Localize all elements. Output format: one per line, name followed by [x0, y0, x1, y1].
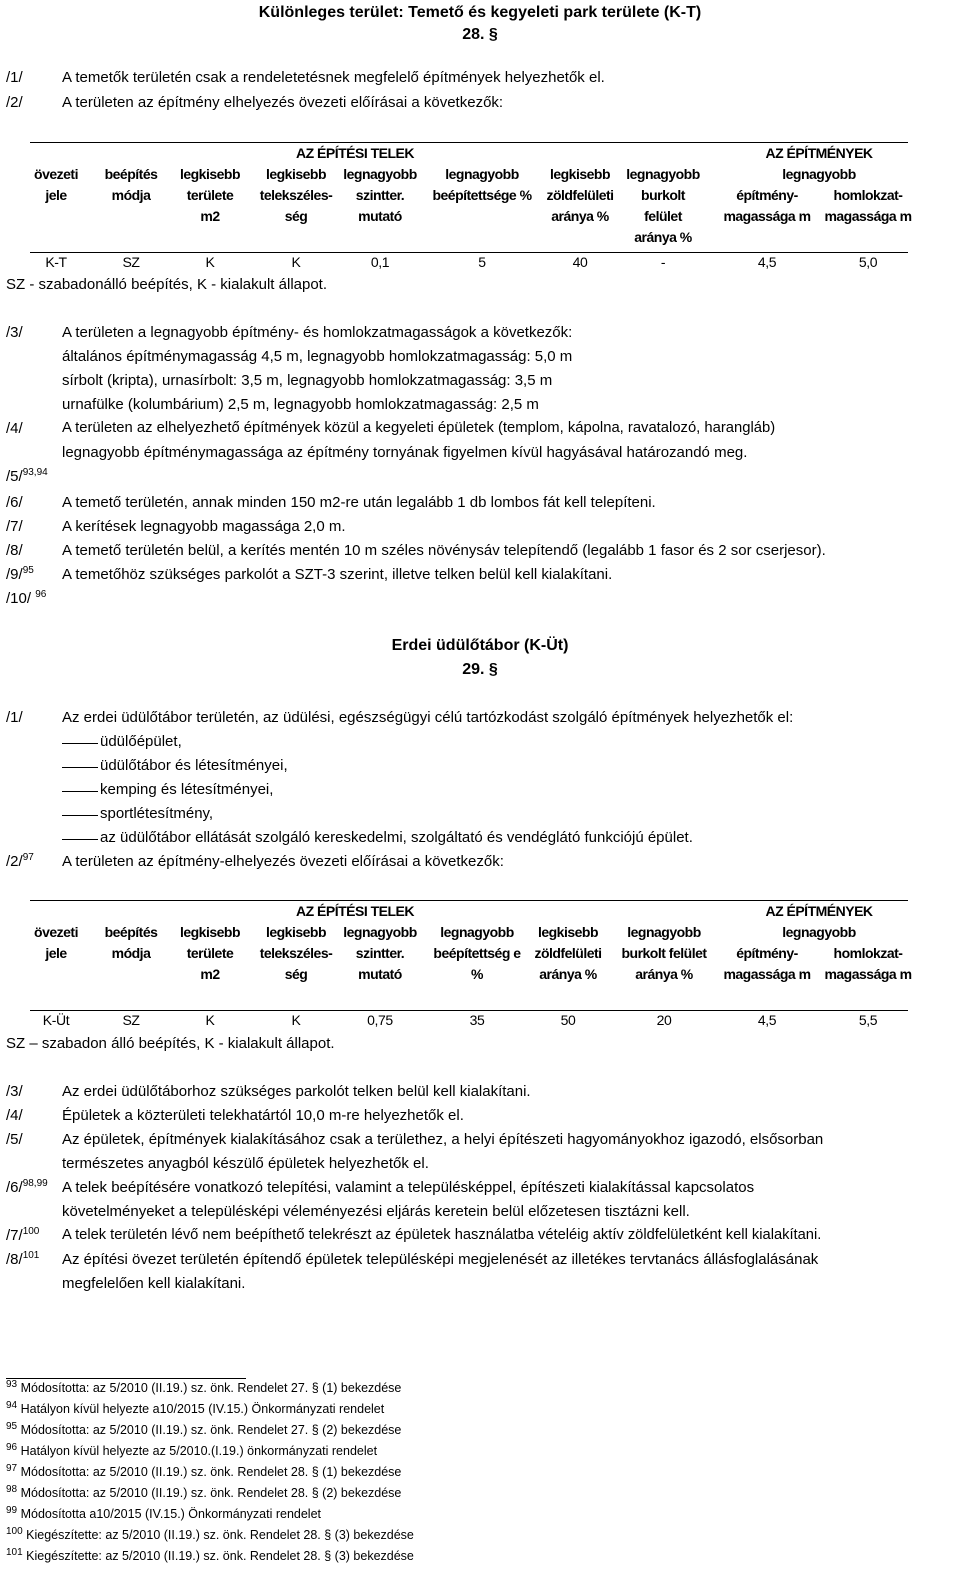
paragraph-number: /5/$^{93,94}$	[6, 467, 48, 485]
table-cell: 20	[656, 1012, 672, 1028]
paragraph-text: Az erdei üdülőtáborhoz szükséges parkolót telken belül kell kialakítani.	[62, 1083, 531, 1100]
col-header-beepites-modja: beépítés módja	[104, 166, 158, 203]
table-cell: 5,5	[858, 1012, 878, 1028]
table-cell: 0,75	[367, 1012, 393, 1028]
paragraph-number: /9/$^{95}$	[6, 565, 34, 583]
paragraph-number: /7/$^{100}$	[6, 1226, 40, 1244]
paragraph-text: A kerítések legnagyobb magassága 2,0 m.	[62, 518, 346, 535]
col-header-legkisebb-terulete: legkisebb területe m2	[179, 166, 241, 224]
col-header-epitmenymagassag: építmény-magassága m	[723, 945, 811, 982]
footnote-ref: 97	[22, 852, 34, 863]
footnote-text: Hatályon kívül helyezte a10/2015 (IV.15.) Önkormányzati rendelet	[17, 1402, 385, 1416]
table-cell: -	[660, 254, 666, 270]
footnote-separator	[6, 1378, 246, 1379]
footnote-number: 98	[6, 1483, 18, 1495]
footnote	[6, 1441, 378, 1458]
table-rule-mid	[30, 1010, 908, 1011]
footnote-number: 95	[6, 1420, 18, 1432]
table-cell: 4,5	[757, 1012, 777, 1028]
table-cell: K-Üt	[42, 1012, 70, 1028]
footnote-text: Módosította a10/2015 (IV.15.) Önkormányzati rendelet	[17, 1507, 322, 1521]
paragraph-number: /2/	[6, 94, 23, 111]
dash-bullet	[62, 791, 98, 792]
paragraph-text: természetes anyagból készülő épületek helyezhetők el.	[62, 1155, 429, 1172]
footnote	[6, 1525, 414, 1542]
list-item: kemping és létesítményei,	[100, 781, 274, 798]
table-cell: 0,1	[370, 254, 390, 270]
paragraph-number: /1/	[6, 709, 23, 726]
table-cell: K	[291, 1012, 301, 1028]
paragraph-number: /8/$^{101}$	[6, 1250, 40, 1268]
paragraph-text: Az építési övezet területén építendő épületek településképi megjelenését az illetékes tervtanács állásfoglalásának	[62, 1251, 819, 1268]
col-header-beepitettseg: legnagyobb beépítettség e %	[433, 924, 521, 982]
col-header-epitmenymagassag: építmény-magassága m	[723, 187, 811, 224]
col-header-szintter-mutato: legnagyobb szintter. mutató	[343, 166, 417, 224]
paragraph-text: A területen a legnagyobb építmény- és homlokzatmagasságok a következők:	[62, 324, 573, 341]
footnote-number: 100	[6, 1525, 23, 1537]
paragraph-number: /10/ $^{96}$	[6, 589, 47, 607]
paragraph-text: A területen az elhelyezhető építmények közül a kegyeleti épületek (templom, kápolna, ravatalozó, harangláb)	[62, 420, 776, 436]
footnote-number: 97	[6, 1462, 18, 1474]
footnote-text: Kiegészítette: az 5/2010 (II.19.) sz. önk. Rendelet 28. § (3) bekezdése	[22, 1528, 414, 1542]
footnote	[6, 1504, 322, 1521]
paragraph-text: általános építménymagasság 4,5 m, legnagyobb homlokzatmagasság: 5,0 m	[62, 348, 573, 365]
paragraph-number: /3/	[6, 1083, 23, 1100]
paragraph-text: Az erdei üdülőtábor területén, az üdülési, egészségügyi célú tartózkodást szolgáló építmények helyezhetők el:	[62, 709, 794, 726]
group-header-telek: AZ ÉPÍTÉSI TELEK	[295, 145, 414, 161]
col-header-ovezeti-jele: övezeti jele	[34, 924, 78, 961]
group-header-epitmenyek: AZ ÉPÍTMÉNYEK	[765, 903, 873, 919]
footnote	[6, 1483, 402, 1500]
footnote	[6, 1378, 402, 1395]
paragraph-text: Épületek a közterületi telekhatártól 10,0 m-re helyezhetők el.	[62, 1107, 464, 1124]
table-cell: SZ	[122, 1012, 140, 1028]
paragraph-text: követelményeket a településképi véleményezési eljárás keretein belül előzetesen tisztázni kell.	[62, 1203, 690, 1220]
col-header-ovezeti-jele: övezeti jele	[34, 166, 78, 203]
col-header-homlokzatmagassag: homlokzat-magassága m	[824, 187, 912, 224]
col-header-legkisebb-terulete: legkisebb területe m2	[179, 924, 241, 982]
footnote-text: Módosította: az 5/2010 (II.19.) sz. önk. Rendelet 27. § (2) bekezdése	[17, 1423, 402, 1437]
paragraph-text: A temető területén belül, a kerítés mentén 10 m széles növénysáv telepítendő (legalább 1 fasor és 2 sor cserjesor).	[62, 542, 826, 559]
paragraph-number: /5/	[6, 1131, 23, 1148]
paragraph-text: A területen az építmény-elhelyezés övezeti előírásai a következők:	[62, 853, 504, 870]
table-cell: K	[205, 254, 215, 270]
footnote-text: Módosította: az 5/2010 (II.19.) sz. önk. Rendelet 28. § (2) bekezdése	[17, 1486, 402, 1500]
paragraph-text: A telek beépítésére vonatkozó telepítési, valamint a településképpel, építészeti kialakítással kapcsolatos	[62, 1179, 755, 1196]
list-item: az üdülőtábor ellátását szolgáló kereskedelmi, szolgáltató és vendéglátó funkciójú épület.	[100, 829, 693, 846]
footnote-ref: 93,94	[22, 467, 48, 478]
footnote-number: 96	[6, 1441, 18, 1453]
footnote-number: 101	[6, 1546, 23, 1558]
paragraph-number: /2/$^{97}$	[6, 852, 34, 870]
table-legend: SZ - szabadonálló beépítés, K - kialakult állapot.	[6, 276, 328, 293]
footnote	[6, 1399, 385, 1416]
table-cell: 40	[572, 254, 588, 270]
footnote	[6, 1546, 414, 1563]
list-item: üdülőtábor és létesítményei,	[100, 757, 288, 774]
section-number: 28. §	[462, 26, 498, 43]
footnote-ref: 95	[22, 565, 34, 576]
paragraph-number: /4/	[6, 1107, 23, 1124]
col-header-burkolt-felulet: legnagyobb burkolt felület aránya %	[626, 166, 700, 245]
col-header-beepitettseg: legnagyobb beépítettsége %	[432, 166, 532, 203]
paragraph-text: Az épületek, építmények kialakításához csak a területhez, a helyi építészeti hagyományokhoz igazodó, elsősorban	[62, 1131, 824, 1148]
table-cell: 5	[478, 254, 486, 270]
footnote-text: Hatályon kívül helyezte az 5/2010.(I.19.) önkormányzati rendelet	[17, 1444, 378, 1458]
section-title: Erdei üdülőtábor (K-Üt)	[391, 637, 569, 654]
footnote-ref: 96	[35, 589, 47, 600]
footnote-number: 93	[6, 1378, 18, 1390]
footnote-number: 99	[6, 1504, 18, 1516]
group-header-legnagyobb: legnagyobb	[782, 924, 856, 940]
footnote	[6, 1420, 402, 1437]
col-header-zoldfeluleti-arany: legkisebb zöldfelületi aránya %	[534, 924, 602, 982]
col-header-burkolt-felulet: legnagyobb burkolt felület aránya %	[621, 924, 707, 982]
list-item: sportlétesítmény,	[100, 805, 214, 822]
table-cell: K	[291, 254, 301, 270]
group-header-epitmenyek: AZ ÉPÍTMÉNYEK	[765, 145, 873, 161]
paragraph-text: sírbolt (kripta), urnasírbolt: 3,5 m, legnagyobb homlokzatmagasság: 3,5 m	[62, 372, 553, 389]
col-header-szintter-mutato: legnagyobb szintter. mutató	[343, 924, 417, 982]
paragraph-number: /4/	[6, 420, 23, 437]
paragraph-number: /8/	[6, 542, 23, 559]
table-legend: SZ – szabadon álló beépítés, K - kialakult állapot.	[6, 1035, 335, 1052]
table-cell: 5,0	[858, 254, 878, 270]
group-header-telek: AZ ÉPÍTÉSI TELEK	[295, 903, 414, 919]
table-cell: SZ	[122, 254, 140, 270]
table-cell: 35	[469, 1012, 485, 1028]
paragraph-number: /6/	[6, 494, 23, 511]
footnote-number: 94	[6, 1399, 18, 1411]
list-item: üdülőépület,	[100, 733, 182, 750]
dash-bullet	[62, 767, 98, 768]
paragraph-number: /6/$^{98,99}$	[6, 1178, 48, 1196]
table-cell: K	[205, 1012, 215, 1028]
table-cell: 4,5	[757, 254, 777, 270]
footnote-ref: 100	[22, 1226, 40, 1237]
footnote-ref: 101	[22, 1250, 40, 1261]
dash-bullet	[62, 743, 98, 744]
table-cell: K-T	[45, 254, 67, 270]
col-header-homlokzatmagassag: homlokzat-magassága m	[824, 945, 912, 982]
paragraph-text: A területen az építmény elhelyezés övezeti előírásai a következők:	[62, 94, 504, 111]
group-header-legnagyobb: legnagyobb	[782, 166, 856, 182]
dash-bullet	[62, 839, 98, 840]
paragraph-text: A telek területén lévő nem beépíthető telekrészt az épületek használatba vételéig aktív zöldfelületként kell kialakítani.	[62, 1227, 822, 1243]
table-cell: 50	[560, 1012, 576, 1028]
paragraph-text: A temetőhöz szükséges parkolót a SZT-3 szerint, illetve telken belül kell kialakítani.	[62, 566, 613, 583]
paragraph-number: /3/	[6, 324, 23, 341]
footnote-text: Módosította: az 5/2010 (II.19.) sz. önk. Rendelet 28. § (1) bekezdése	[17, 1465, 402, 1479]
footnote	[6, 1462, 402, 1479]
section-title: Különleges terület: Temető és kegyeleti park területe (K-T)	[258, 4, 702, 21]
table-rule-mid	[30, 252, 908, 253]
paragraph-number: /7/	[6, 518, 23, 535]
paragraph-text: urnafülke (kolumbárium) 2,5 m, legnagyobb homlokzatmagasság: 2,5 m	[62, 396, 539, 413]
footnote-ref: 98,99	[22, 1178, 48, 1189]
footnote-text: Kiegészítette: az 5/2010 (II.19.) sz. önk. Rendelet 28. § (3) bekezdése	[22, 1549, 414, 1563]
col-header-zoldfeluleti-arany: legkisebb zöldfelületi aránya %	[546, 166, 614, 224]
col-header-telekszelesseg: legkisebb telekszéles-ség	[259, 924, 333, 982]
col-header-telekszelesseg: legkisebb telekszéles-ség	[259, 166, 333, 224]
paragraph-text: megfelelően kell kialakítani.	[62, 1275, 246, 1292]
footnote-text: Módosította: az 5/2010 (II.19.) sz. önk. Rendelet 27. § (1) bekezdése	[17, 1381, 402, 1395]
section-number: 29. §	[462, 661, 498, 678]
paragraph-text: A temetők területén csak a rendeletetésnek megfelelő építmények helyezhetők el.	[62, 69, 605, 86]
paragraph-number: /1/	[6, 69, 23, 86]
paragraph-text: A temető területén, annak minden 150 m2-re után legalább 1 db lombos fát kell telepíteni.	[62, 494, 656, 511]
paragraph-text: legnagyobb építménymagassága az építmény tornyának figyelmen kívül hagyásával határozandó meg.	[62, 444, 748, 461]
col-header-beepites-modja: beépítés módja	[104, 924, 158, 961]
dash-bullet	[62, 815, 98, 816]
